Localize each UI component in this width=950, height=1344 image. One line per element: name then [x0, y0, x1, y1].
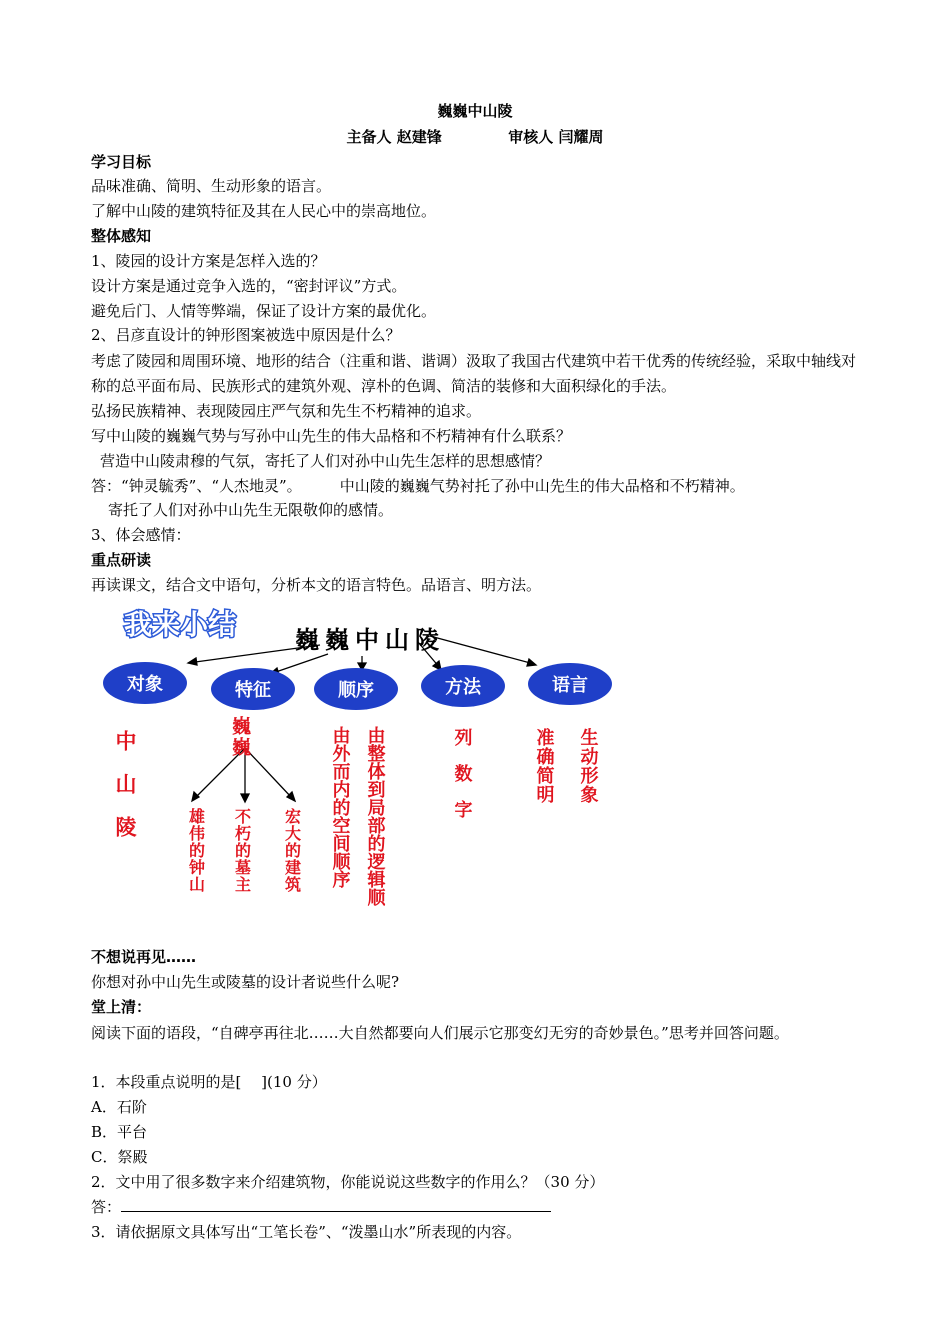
paragraph: 阅读下面的语段，“自碑亭再往北……大自然都要向人们展示它那变幻无穷的奇妙景色。”思考并回答问题。	[91, 1024, 789, 1042]
paragraph: 寄托了人们对孙中山先生无限敬仰的感情。	[108, 501, 394, 519]
object-text: 中山陵	[113, 730, 137, 859]
diagram-center-title: 巍巍中山陵	[295, 625, 445, 654]
answer-blank[interactable]	[121, 1197, 551, 1212]
sub-feature-2: 不朽的墓主	[232, 808, 252, 893]
preparer-label: 主备人	[346, 128, 392, 146]
question: 3．请依据原文具体写出“工笔长卷”、“泼墨山水”所表现的内容。	[91, 1223, 522, 1241]
node-label-method: 方法	[445, 677, 481, 698]
section-heading-overview: 整体感知	[91, 227, 152, 245]
node-label-object: 对象	[127, 674, 163, 695]
reviewer-label: 审核人	[508, 128, 554, 146]
question: 2、吕彦直设计的钟形图案被选中原因是什么？	[91, 326, 401, 344]
language-text-1: 生动形象	[577, 728, 599, 804]
question: 1、陵园的设计方案是怎样入选的？	[91, 252, 326, 270]
connector-line	[188, 645, 320, 663]
paragraph: 弘扬民族精神、表现陵园庄严气氛和先生不朽精神的追求。	[91, 402, 482, 420]
language-text-2: 准确简明	[533, 728, 555, 804]
paragraph: 你想对孙中山先生或陵墓的设计者说些什么呢?	[91, 973, 400, 991]
arrowhead	[192, 792, 199, 801]
reviewer-name: 闫耀周	[558, 128, 604, 146]
question: 3、体会感情：	[91, 526, 191, 544]
question: 营造中山陵肃穆的气氛，寄托了人们对孙中山先生怎样的思想感情？	[100, 452, 551, 470]
arrowhead	[188, 658, 197, 665]
diagram-banner: 我来小结	[124, 608, 237, 641]
section-heading-study: 重点研读	[91, 551, 152, 569]
option: A．石阶	[91, 1098, 147, 1116]
diagram-vertical-texts	[113, 715, 599, 907]
answer-line	[91, 1196, 551, 1218]
document-title: 巍巍中山陵	[437, 102, 513, 120]
document-subtitle	[0, 126, 950, 147]
method-text: 列数字	[451, 728, 473, 836]
node-label-language: 语言	[552, 675, 588, 696]
option: C．祭殿	[91, 1148, 148, 1166]
order-text-2: 由外而内的空间顺序	[329, 726, 351, 888]
paragraph: 设计方案是通过竞争入选的，“密封评议”方式。	[91, 277, 407, 295]
connector-line	[270, 654, 328, 674]
section-heading-exercises: 堂上清：	[91, 998, 152, 1016]
sub-feature-1: 雄伟的钟山	[186, 808, 206, 893]
section-heading-farewell: 不想说再见……	[91, 948, 197, 966]
section-heading-goals: 学习目标	[91, 153, 152, 171]
preparer-name: 赵建锋	[396, 128, 442, 146]
node-label-feature: 特征	[235, 680, 271, 701]
paragraph: 避免后门、人情等弊端，保证了设计方案的最优化。	[91, 302, 437, 320]
option: B．平台	[91, 1123, 148, 1141]
paragraph: 考虑了陵园和周围环境、地形的结合（注重和谐、谐调）汲取了我国古代建筑中若干优秀的传统经验，采取中轴线对称的总平面布局、民族形式的建筑外观、淳朴的色调、简洁的装修和大面积绿化的手法。	[91, 352, 857, 395]
question: 写中山陵的巍巍气势与写孙中山先生的伟大品格和不朽精神有什么联系？	[91, 427, 572, 445]
answer-part-1: 答：“钟灵毓秀”、“人杰地灵”。	[91, 477, 302, 495]
answer-part-2: 中山陵的巍巍气势衬托了孙中山先生的伟大品格和不朽精神。	[339, 477, 745, 495]
answer	[91, 475, 745, 497]
answer-label: 答：	[91, 1198, 122, 1216]
arrowhead	[527, 659, 536, 666]
feature-text: 巍巍	[229, 716, 251, 758]
sub-feature-3: 宏大的建筑	[282, 808, 302, 893]
paragraph: 了解中山陵的建筑特征及其在人民心中的崇高地位。	[91, 202, 437, 220]
connector-line	[245, 748, 292, 798]
paragraph: 品味准确、简明、生动形象的语言。	[91, 177, 332, 195]
order-text-1: 由整体到局部的逻辑顺	[364, 726, 386, 906]
paragraph: 再读课文，结合文中语句，分析本文的语言特色。品语言、明方法。	[91, 576, 542, 594]
connector-line	[430, 636, 534, 664]
question: 2．文中用了很多数字来介绍建筑物，你能说说这些数字的作用么？（30 分）	[91, 1173, 605, 1191]
diagram-nodes	[103, 662, 612, 710]
node-label-order: 顺序	[338, 680, 374, 701]
arrowhead	[241, 794, 249, 802]
summary-diagram	[100, 598, 620, 943]
question: 1．本段重点说明的是[ ](10 分）	[91, 1073, 327, 1091]
